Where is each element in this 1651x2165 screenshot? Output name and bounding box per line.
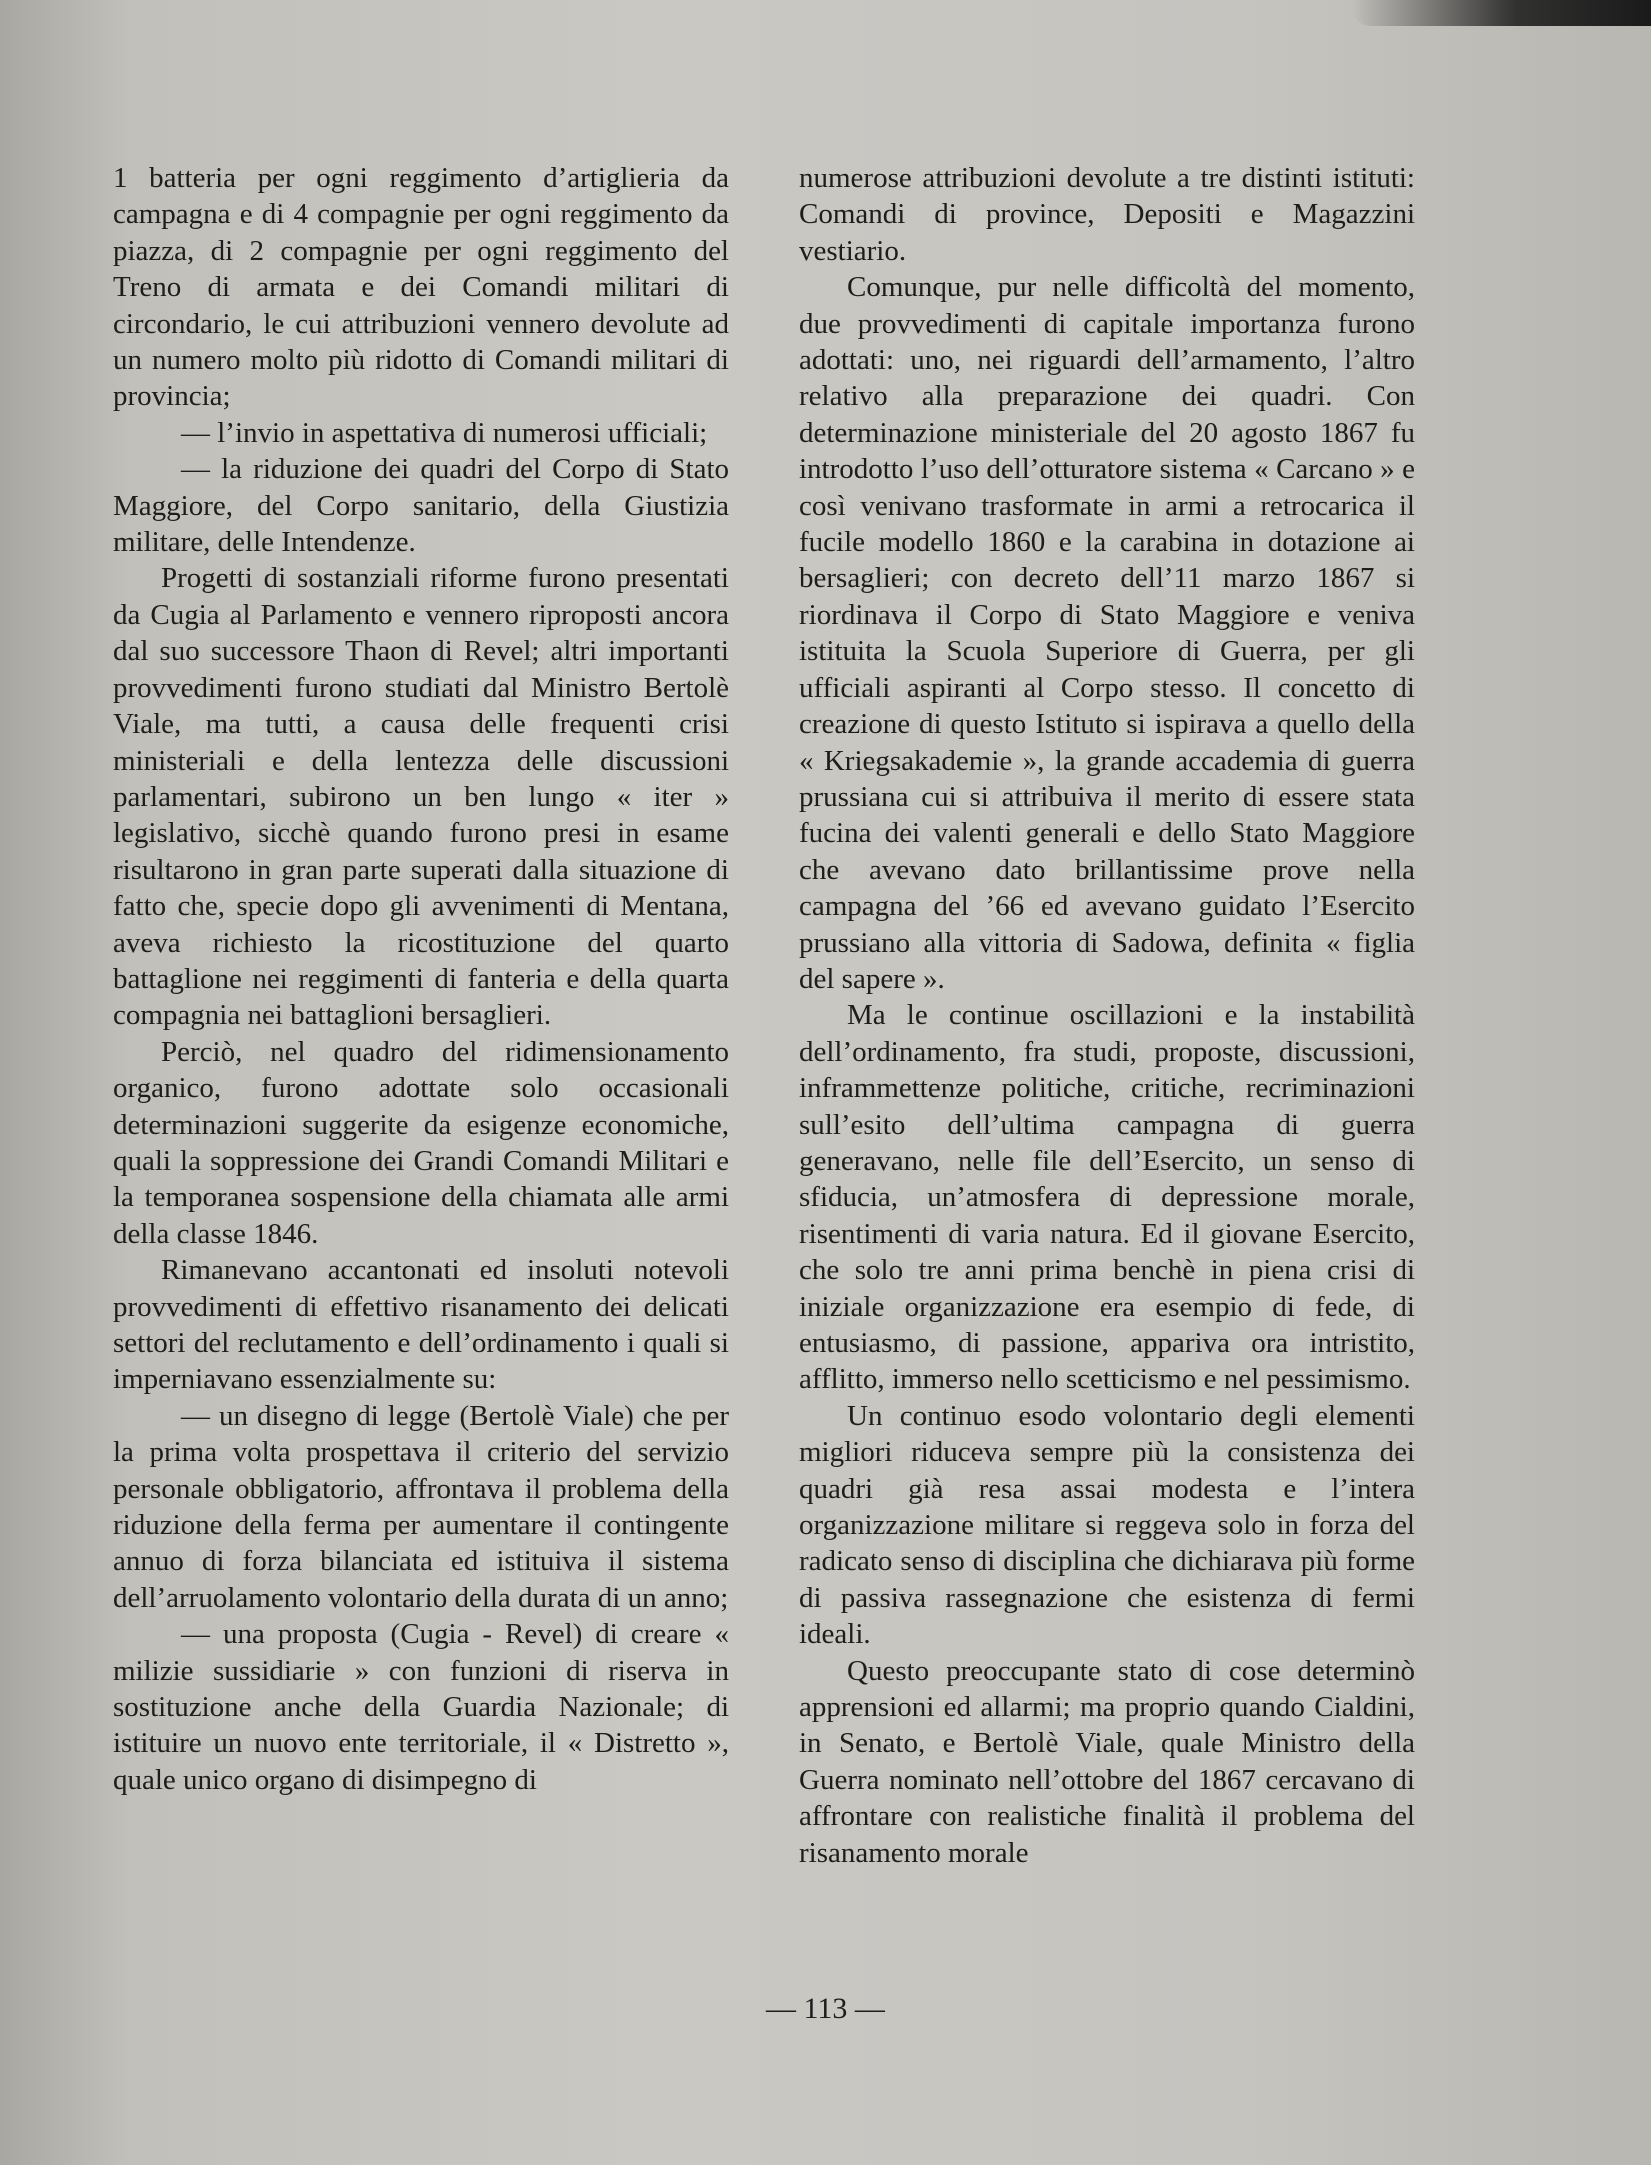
page-corner-shadow xyxy=(1351,0,1651,26)
paragraph: Rimanevano accantonati ed insoluti notevoli provvedimenti di effettivo risanamento dei delicati settori del reclutamento e dell’ordinamento i quali si imperniavano essenzialmente su: xyxy=(113,1254,729,1396)
list-item-paragraph: — la riduzione dei quadri del Corpo di Stato Maggiore, del Corpo sanitario, della Giustizia militare, delle Intendenze. xyxy=(113,453,729,559)
paragraph: numerose attribuzioni devolute a tre distinti istituti: Comandi di province, Depositi e Magazzini vestiario. xyxy=(799,162,1415,267)
paragraph: Questo preoccupante stato di cose determinò apprensioni ed allarmi; ma proprio quando Cialdini, in Senato, e Bertolè Viale, quale Ministro della Guerra nominato nell’ottobre del 1867 cercavano di affrontare con realistiche finalità il problema del risanamento morale xyxy=(799,1654,1415,1869)
paragraph: Perciò, nel quadro del ridimensionamento organico, furono adottate solo occasionali determinazioni suggerite da esigenze economiche, quali la soppressione dei Grandi Comandi Militari e la temporanea sospensione della chiamata alle armi della classe 1846. xyxy=(113,1035,729,1250)
paragraph: Progetti di sostanziali riforme furono presentati da Cugia al Parlamento e vennero riproposti ancora dal suo successore Thaon di Revel; altri importanti provvedimenti furono studiati dal Ministro Bertolè Viale, ma tutti, a causa delle frequenti crisi ministeriali e della lentezza delle discussioni parlamentari, subirono un ben lungo « iter » legislativo, sicchè quando furono presi in esame risultarono in gran parte superati dalla situazione di fatto che, specie dopo gli avvenimenti di Mentana, aveva richiesto la ricostituzione del quarto battaglione nei reggimenti di fanteria e della quarta compagnia nei battaglioni bersaglieri. xyxy=(113,562,729,1032)
page-number: — 113 — xyxy=(766,1992,885,2025)
right-text-column xyxy=(799,160,1415,1871)
paragraph: Un continuo esodo volontario degli elementi migliori riduceva sempre più la consistenza dei quadri già resa assai modesta e l’intera organizzazione militare si reggeva solo in forza del radicato senso di disciplina che dichiarava più forme di passiva rassegnazione che esistenza di fermi ideali. xyxy=(799,1399,1415,1651)
paragraph: Ma le continue oscillazioni e la instabilità dell’ordinamento, fra studi, proposte, discussioni, inframmettenze politiche, critiche, recriminazioni sull’esito dell’ultima campagna di guerra generavano, nelle file dell’Esercito, un senso di sfiducia, un’atmosfera di depressione morale, risentimenti di varia natura. Ed il giovane Esercito, che solo tre anni prima benchè in piena crisi di iniziale organizzazione era esempio di fede, di entusiasmo, di passione, appariva ora intristito, afflitto, immerso nello scetticismo e nel pessimismo. xyxy=(799,999,1415,1396)
paragraph: Comunque, pur nelle difficoltà del momento, due provvedimenti di capitale importanza furono adottati: uno, nei riguardi dell’armamento, l’altro relativo alla preparazione dei quadri. Con determinazione ministeriale del 20 agosto 1867 fu introdotto l’uso dell’otturatore sistema « Carcano » e così venivano trasformate in armi a retrocarica il fucile modello 1860 e la carabina in dotazione ai bersaglieri; con decreto dell’11 marzo 1867 si riordinava il Corpo di Stato Maggiore e veniva istituita la Scuola Superiore di Guerra, per gli ufficiali aspiranti al Corpo stesso. Il concetto di creazione di questo Istituto si ispirava a quello della « Kriegsakademie », la grande accademia di guerra prussiana cui si attribuiva il merito di essere stata fucina dei valenti generali e dello Stato Maggiore che avevano dato brillantissime prove nella campagna del ’66 ed avevano guidato l’Esercito prussiano alla vittoria di Sadowa, definita « figlia del sapere ». xyxy=(799,271,1415,995)
list-item-paragraph: — un disegno di legge (Bertolè Viale) che per la prima volta prospettava il criterio del servizio personale obbligatorio, affrontava il problema della riduzione della ferma per aumentare il contingente annuo di forza bilanciata ed istituiva il sistema dell’arruolamento volontario della durata di un anno; xyxy=(113,1399,729,1614)
left-text-column xyxy=(113,160,729,1798)
list-item-paragraph: — l’invio in aspettativa di numerosi ufficiali; xyxy=(181,416,708,449)
list-item-paragraph: — una proposta (Cugia - Revel) di creare « milizie sussidiarie » con funzioni di riserva in sostituzione anche della Guardia Nazionale; di istituire un nuovo ente territoriale, il « Distretto », quale unico organo di disimpegno di xyxy=(113,1618,729,1796)
paragraph: 1 batteria per ogni reggimento d’artiglieria da campagna e di 4 compagnie per ogni reggimento da piazza, di 2 compagnie per ogni reggimento del Treno di armata e dei Comandi militari di circondario, le cui attribuzioni vennero devolute ad un numero molto più ridotto di Comandi militari di provincia; xyxy=(113,162,729,413)
